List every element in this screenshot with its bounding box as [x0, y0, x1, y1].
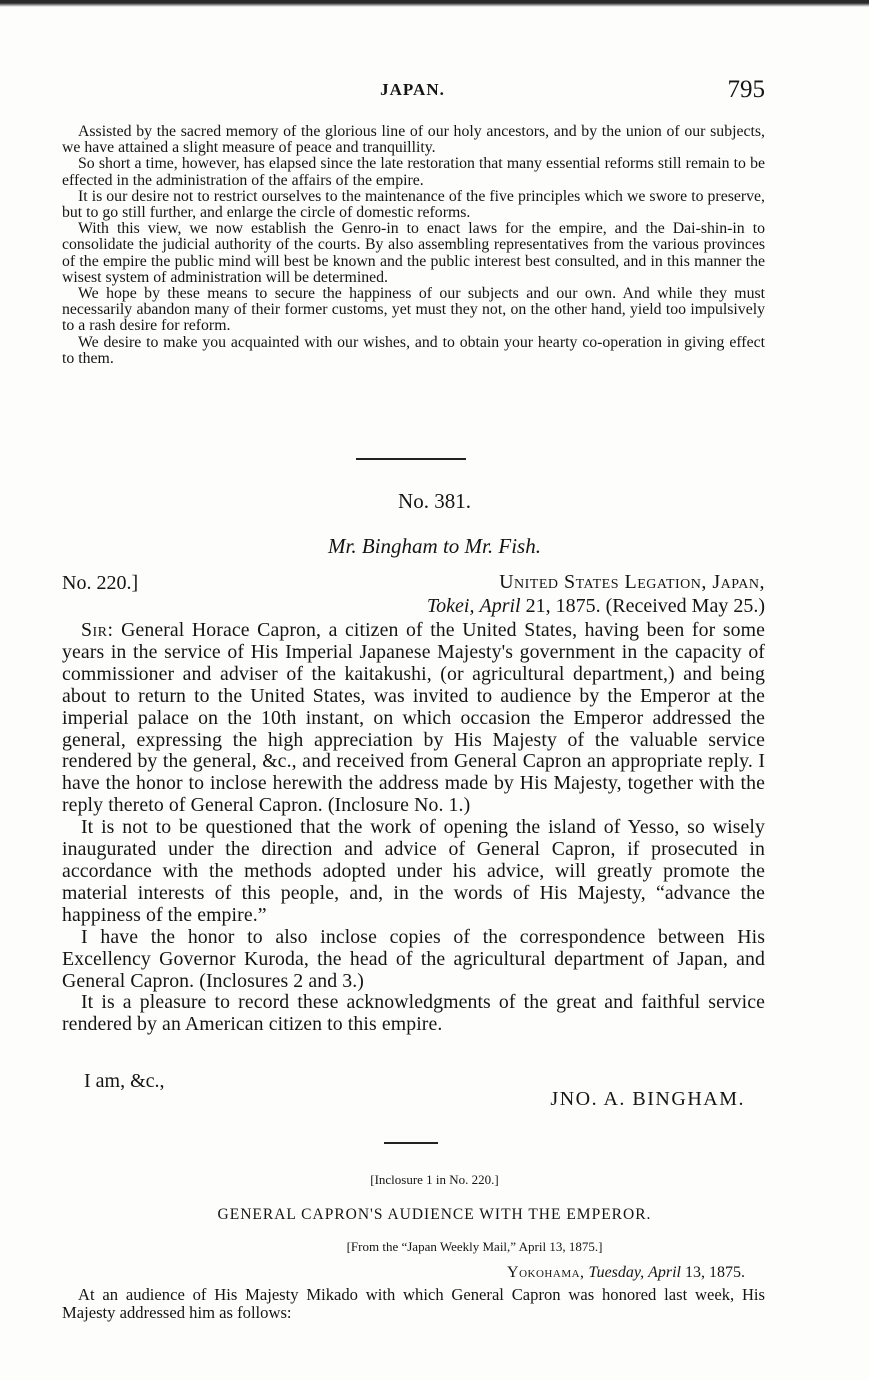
legation-name: United States Legation, Japan,	[499, 571, 765, 593]
dateline-date: 21, 1875.	[525, 595, 601, 617]
dateline-month: April	[479, 595, 521, 617]
running-head: JAPAN.	[380, 80, 445, 99]
preamble-paragraph: We desire to make you acquainted with our wishes, and to obtain your hearty co-operation in giving effect to them.	[62, 333, 765, 367]
source-date: April 13, 1875.]	[518, 1239, 603, 1254]
salutation: Sir:	[81, 619, 114, 641]
preamble-paragraph: Assisted by the sacred memory of the glorious line of our holy ancestors, and by the union of our subjects, we have attained a slight measure of peace and tranquillity.	[62, 123, 765, 157]
inclosure-month: April	[648, 1264, 681, 1281]
preamble-paragraph: With this view, we now establish the Genro-in to enact laws for the empire, and the Dai-shin-in to consolidate the judicial authority of the courts. By also assembling representatives from the various provinces of the empire the public mind will best be known and the public interest best consulted, and in this manner the wisest system of administration will be determined.	[62, 220, 765, 286]
dispatch-reference: No. 220.]	[62, 572, 139, 594]
section-divider	[356, 458, 466, 460]
source-note	[0, 1239, 869, 1255]
preamble-paragraph: It is our desire not to restrict ourselves to the maintenance of the five principles which we swore to preserve, but to go still further, and enlarge the circle of domestic reforms.	[62, 187, 765, 222]
letter-paragraph: It is a pleasure to record these acknowledgments of the great and faithful service rendered by an American citizen to this empire.	[62, 991, 765, 1036]
page-header	[60, 76, 765, 106]
proclamation-text	[62, 124, 765, 367]
inclosure-heading: GENERAL CAPRON'S AUDIENCE WITH THE EMPEROR.	[217, 1206, 652, 1223]
letter-closing: I am, &c.,	[84, 1070, 165, 1092]
section-divider	[384, 1142, 438, 1144]
inclosure-day: Tuesday,	[588, 1264, 645, 1281]
letter-paragraph: I have the honor to also inclose copies of the correspondence between His Excellency Governor Kuroda, the head of the agricultural department of Japan, and General Capron. (Inclosures 2 and 3.)	[62, 925, 765, 992]
inclosure-paragraph: At an audience of His Majesty Mikado with which General Capron was honored last week, His Majesty addressed him as follows:	[62, 1285, 765, 1322]
dateline	[427, 570, 765, 618]
preamble-paragraph: So short a time, however, has elapsed since the late restoration that many essential reforms still remain to be effected in the administration of the affairs of the empire.	[62, 155, 765, 189]
document-title: Mr. Bingham to Mr. Fish.	[328, 534, 541, 558]
inclosure-text	[62, 1286, 765, 1322]
inclosure-dateline	[507, 1264, 745, 1282]
page-number: 795	[727, 76, 765, 103]
inclosure-place: Yokohama,	[507, 1264, 585, 1281]
signature: JNO. A. BINGHAM.	[550, 1088, 745, 1110]
document-number: No. 381.	[398, 489, 471, 513]
dateline-place: Tokei,	[426, 595, 475, 617]
received-note: (Received May 25.)	[605, 595, 765, 617]
source-publication: [From the “Japan Weekly Mail,”	[346, 1239, 517, 1254]
letter-body	[62, 620, 765, 1036]
preamble-paragraph: We hope by these means to secure the happiness of our subjects and our own. And while they must necessarily abandon many of their former customs, yet must they not, on the other hand, yield too impulsively to a rash desire for reform.	[62, 285, 765, 335]
page-top-border	[0, 0, 869, 7]
letter-paragraph	[62, 620, 765, 817]
letter-paragraph: It is not to be questioned that the work of opening the island of Yesso, so wisely inaugurated under the direction and advice of General Capron, if prosecuted in accordance with the methods adopted under his advice, will greatly promote the material interests of this people, and, in the words of His Majesty, “advance the happiness of the empire.”	[62, 816, 765, 926]
letter-paragraph-text: General Horace Capron, a citizen of the United States, having been for some years in the service of His Imperial Japanese Majesty's government in the capacity of commissioner and adviser of the kaitakushi, (or agricultural department,) and being about to return to the United States, was invited to audience by the Emperor at the imperial palace on the 10th instant, on which occasion the Emperor addressed the general, expressing the high appreciation by His Majesty of the valuable service rendered by the general, &c., and received from General Capron an appropriate reply. I have the honor to inclose herewith the address made by His Majesty, together with the reply thereto of General Capron. (Inclosure No. 1.)	[62, 619, 766, 817]
inclosure-label: [Inclosure 1 in No. 220.]	[370, 1172, 499, 1187]
inclosure-date: 13, 1875.	[685, 1264, 745, 1281]
